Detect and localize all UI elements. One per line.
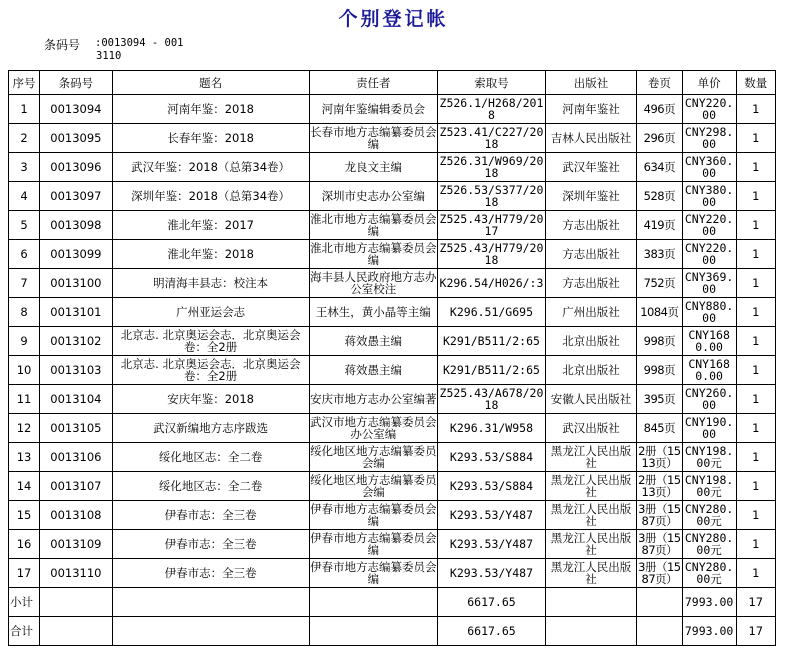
cell-callno: K296.51/G695 bbox=[438, 298, 546, 327]
col-header-qty: 数量 bbox=[736, 71, 775, 95]
cell-author: 淮北市地方志编纂委员会编 bbox=[310, 212, 437, 238]
cell-no: 2 bbox=[9, 124, 40, 153]
cell-callno: Z526.31/W969/2018 bbox=[439, 154, 544, 180]
cell-title: 淮北年鉴：2017 bbox=[112, 211, 309, 240]
cell-publisher: 安徽人民出版社 bbox=[545, 385, 636, 414]
cell-callno: Z525.43/H779/2018 bbox=[439, 241, 544, 267]
total-row bbox=[9, 617, 776, 646]
header-row bbox=[9, 71, 776, 95]
cell-callno: K293.53/Y487 bbox=[438, 559, 546, 588]
cell-no: 6 bbox=[9, 240, 40, 269]
col-header-barcode: 条码号 bbox=[40, 71, 113, 95]
cell-no: 11 bbox=[9, 385, 40, 414]
table-row bbox=[9, 182, 776, 211]
cell-barcode: 0013109 bbox=[40, 530, 113, 559]
cell-no: 7 bbox=[9, 269, 40, 298]
cell-price: CNY298.00 bbox=[682, 124, 736, 153]
cell-price: CNY220.00 bbox=[682, 211, 736, 240]
cell-no: 9 bbox=[9, 327, 40, 356]
cell-pages: 998页 bbox=[637, 327, 683, 356]
cell-pages: 3册（1587页） bbox=[638, 531, 681, 557]
cell-qty: 1 bbox=[736, 530, 775, 559]
total-qty: 17 bbox=[736, 617, 775, 646]
cell-pages: 2册（1513页） bbox=[638, 444, 681, 470]
cell-callno: K293.53/S884 bbox=[438, 443, 546, 472]
cell-barcode: 0013108 bbox=[40, 501, 113, 530]
cell-qty: 1 bbox=[736, 211, 775, 240]
table-row bbox=[9, 298, 776, 327]
cell-callno: K293.53/S884 bbox=[438, 472, 546, 501]
total-label: 合计 bbox=[9, 617, 40, 646]
cell-publisher: 方志出版社 bbox=[545, 240, 636, 269]
total-callno-sum: 6617.65 bbox=[438, 617, 546, 646]
cell-price: CNY220.00 bbox=[682, 95, 736, 124]
cell-qty: 1 bbox=[736, 327, 775, 356]
cell-callno: Z523.41/C227/2018 bbox=[439, 125, 544, 151]
cell-callno: K291/B511/2:65 bbox=[438, 356, 546, 385]
subtotal-qty: 17 bbox=[736, 588, 775, 617]
cell-pages: 3册（1587页） bbox=[638, 560, 681, 586]
cell-author: 蒋效愚主编 bbox=[309, 327, 438, 356]
cell-author: 伊春市地方志编纂委员会编 bbox=[310, 531, 437, 557]
cell-barcode: 0013096 bbox=[40, 153, 113, 182]
cell-title: 深圳年鉴：2018（总第34卷） bbox=[112, 182, 309, 211]
cell-pages: 998页 bbox=[637, 356, 683, 385]
table-row bbox=[9, 443, 776, 472]
cell-callno: Z526.1/H268/2018 bbox=[439, 96, 544, 122]
cell-author: 蒋效愚主编 bbox=[309, 356, 438, 385]
cell-pages: 496页 bbox=[637, 95, 683, 124]
cell-title: 明清海丰县志：校注本 bbox=[112, 269, 309, 298]
cell-qty: 1 bbox=[736, 501, 775, 530]
col-header-title: 题名 bbox=[112, 71, 309, 95]
cell-author: 河南年鉴编辑委员会 bbox=[309, 95, 438, 124]
barcode-range-line2: 3110 bbox=[96, 50, 122, 62]
cell-pages: 752页 bbox=[637, 269, 683, 298]
cell-no: 5 bbox=[9, 211, 40, 240]
cell-callno: K291/B511/2:65 bbox=[438, 327, 546, 356]
cell-title: 河南年鉴：2018 bbox=[112, 95, 309, 124]
barcode-range bbox=[95, 37, 184, 63]
cell-qty: 1 bbox=[736, 559, 775, 588]
cell-price: CNY280.00元 bbox=[682, 530, 736, 559]
table-row bbox=[9, 95, 776, 124]
cell-no: 15 bbox=[9, 501, 40, 530]
cell-barcode: 0013110 bbox=[40, 559, 113, 588]
cell-publisher: 武汉年鉴社 bbox=[545, 153, 636, 182]
cell-qty: 1 bbox=[736, 153, 775, 182]
cell-publisher: 黑龙江人民出版社 bbox=[545, 472, 636, 501]
cell-title: 绥化地区志：全二卷 bbox=[112, 443, 309, 472]
cell-qty: 1 bbox=[736, 414, 775, 443]
cell-no: 8 bbox=[9, 298, 40, 327]
cell-callno: Z526.53/S377/2018 bbox=[439, 183, 544, 209]
cell-author: 龙良文主编 bbox=[309, 153, 438, 182]
cell-price: CNY220.00 bbox=[682, 240, 736, 269]
table-row bbox=[9, 472, 776, 501]
cell-pages: 383页 bbox=[637, 240, 683, 269]
cell-callno: K293.53/Y487 bbox=[438, 530, 546, 559]
cell-barcode: 0013100 bbox=[40, 269, 113, 298]
cell-title: 安庆年鉴：2018 bbox=[112, 385, 309, 414]
cell-title: 长春年鉴：2018 bbox=[112, 124, 309, 153]
cell-publisher: 方志出版社 bbox=[545, 269, 636, 298]
table-row bbox=[9, 240, 776, 269]
cell-no: 17 bbox=[9, 559, 40, 588]
cell-author: 淮北市地方志编纂委员会编 bbox=[310, 241, 437, 267]
cell-qty: 1 bbox=[736, 298, 775, 327]
cell-title: 伊春市志：全三卷 bbox=[112, 530, 309, 559]
cell-qty: 1 bbox=[736, 385, 775, 414]
cell-no: 16 bbox=[9, 530, 40, 559]
cell-no: 4 bbox=[9, 182, 40, 211]
table-row bbox=[9, 124, 776, 153]
subtotal-row bbox=[9, 588, 776, 617]
cell-callno: K293.53/Y487 bbox=[438, 501, 546, 530]
cell-price: CNY280.00元 bbox=[682, 501, 736, 530]
cell-price: CNY1680.00 bbox=[682, 327, 736, 356]
cell-callno: Z525.43/A678/2018 bbox=[439, 386, 544, 412]
cell-qty: 1 bbox=[736, 124, 775, 153]
cell-price: CNY190.00 bbox=[682, 414, 736, 443]
table-row bbox=[9, 153, 776, 182]
cell-price: CNY280.00元 bbox=[682, 559, 736, 588]
col-header-publisher: 出版社 bbox=[545, 71, 636, 95]
cell-no: 13 bbox=[9, 443, 40, 472]
cell-title: 绥化地区志：全二卷 bbox=[112, 472, 309, 501]
cell-pages: 528页 bbox=[637, 182, 683, 211]
cell-title: 北京志. 北京奥运会志．北京奥运会卷：全2册 bbox=[112, 356, 309, 385]
cell-price: CNY198.00元 bbox=[682, 443, 736, 472]
cell-barcode: 0013101 bbox=[40, 298, 113, 327]
barcode-label: 条码号 bbox=[44, 38, 81, 52]
cell-qty: 1 bbox=[736, 182, 775, 211]
cell-barcode: 0013094 bbox=[40, 95, 113, 124]
cell-title: 武汉新编地方志序跋选 bbox=[112, 414, 309, 443]
cell-author: 武汉市地方志编纂委员会办公室编 bbox=[310, 415, 437, 441]
cell-publisher: 武汉出版社 bbox=[545, 414, 636, 443]
cell-pages: 395页 bbox=[637, 385, 683, 414]
cell-price: CNY380.00 bbox=[682, 182, 736, 211]
col-header-callno: 索取号 bbox=[438, 71, 546, 95]
cell-barcode: 0013102 bbox=[40, 327, 113, 356]
ledger-table bbox=[8, 70, 776, 646]
cell-qty: 1 bbox=[736, 269, 775, 298]
subtotal-callno-sum: 6617.65 bbox=[438, 588, 546, 617]
cell-qty: 1 bbox=[736, 472, 775, 501]
table-row bbox=[9, 501, 776, 530]
col-header-no: 序号 bbox=[9, 71, 40, 95]
cell-publisher: 黑龙江人民出版社 bbox=[545, 443, 636, 472]
cell-barcode: 0013099 bbox=[40, 240, 113, 269]
cell-barcode: 0013105 bbox=[40, 414, 113, 443]
table-row bbox=[9, 530, 776, 559]
cell-author: 伊春市地方志编纂委员会编 bbox=[310, 560, 437, 586]
cell-author: 绥化地区地方志编纂委员会编 bbox=[310, 473, 437, 499]
table-row bbox=[9, 385, 776, 414]
cell-pages: 634页 bbox=[637, 153, 683, 182]
cell-qty: 1 bbox=[736, 240, 775, 269]
cell-qty: 1 bbox=[736, 443, 775, 472]
cell-pages: 419页 bbox=[637, 211, 683, 240]
cell-publisher: 北京出版社 bbox=[545, 356, 636, 385]
cell-barcode: 0013107 bbox=[40, 472, 113, 501]
cell-pages: 2册（1513页） bbox=[638, 473, 681, 499]
cell-no: 12 bbox=[9, 414, 40, 443]
col-header-price: 单价 bbox=[682, 71, 736, 95]
table-row bbox=[9, 269, 776, 298]
cell-title: 伊春市志：全三卷 bbox=[112, 559, 309, 588]
cell-publisher: 方志出版社 bbox=[545, 211, 636, 240]
table-row bbox=[9, 356, 776, 385]
cell-barcode: 0013103 bbox=[40, 356, 113, 385]
col-header-author: 责任者 bbox=[309, 71, 438, 95]
cell-callno: K296.31/W958 bbox=[438, 414, 546, 443]
cell-author: 海丰县人民政府地方志办公室校注 bbox=[310, 270, 437, 296]
cell-author: 王林生，黄小晶等主编 bbox=[309, 298, 438, 327]
cell-author: 绥化地区地方志编纂委员会编 bbox=[310, 444, 437, 470]
cell-price: CNY260.00 bbox=[682, 385, 736, 414]
cell-publisher: 广州出版社 bbox=[545, 298, 636, 327]
cell-title: 北京志. 北京奥运会志．北京奥运会卷：全2册 bbox=[112, 327, 309, 356]
cell-callno: K296.54/H026/:3 bbox=[438, 269, 546, 298]
cell-title: 伊春市志：全三卷 bbox=[112, 501, 309, 530]
cell-price: CNY1680.00 bbox=[682, 356, 736, 385]
cell-barcode: 0013104 bbox=[40, 385, 113, 414]
cell-author: 深圳市史志办公室编 bbox=[309, 182, 438, 211]
cell-callno: Z525.43/H779/2017 bbox=[439, 212, 544, 238]
cell-price: CNY880.00 bbox=[682, 298, 736, 327]
cell-barcode: 0013095 bbox=[40, 124, 113, 153]
cell-barcode: 0013098 bbox=[40, 211, 113, 240]
cell-price: CNY360.00 bbox=[682, 153, 736, 182]
page-title: 个别登记帐 bbox=[338, 8, 449, 30]
cell-qty: 1 bbox=[736, 356, 775, 385]
cell-author: 伊春市地方志编纂委员会编 bbox=[310, 502, 437, 528]
barcode-range-line1: :0013094 - 001 bbox=[95, 37, 184, 49]
cell-publisher: 黑龙江人民出版社 bbox=[545, 559, 636, 588]
table-row bbox=[9, 414, 776, 443]
cell-price: CNY369.00 bbox=[682, 269, 736, 298]
cell-barcode: 0013106 bbox=[40, 443, 113, 472]
cell-no: 1 bbox=[9, 95, 40, 124]
cell-publisher: 吉林人民出版社 bbox=[545, 124, 636, 153]
cell-publisher: 河南年鉴社 bbox=[545, 95, 636, 124]
table-row bbox=[9, 211, 776, 240]
cell-author: 长春市地方志编纂委员会编 bbox=[310, 125, 437, 151]
cell-no: 3 bbox=[9, 153, 40, 182]
cell-no: 10 bbox=[9, 356, 40, 385]
cell-pages: 845页 bbox=[637, 414, 683, 443]
cell-barcode: 0013097 bbox=[40, 182, 113, 211]
cell-qty: 1 bbox=[736, 95, 775, 124]
cell-pages: 1084页 bbox=[637, 298, 683, 327]
subtotal-price: 7993.00 bbox=[682, 588, 736, 617]
cell-pages: 3册（1587页） bbox=[638, 502, 681, 528]
cell-price: CNY198.00元 bbox=[682, 472, 736, 501]
cell-publisher: 深圳年鉴社 bbox=[545, 182, 636, 211]
cell-title: 淮北年鉴：2018 bbox=[112, 240, 309, 269]
cell-publisher: 北京出版社 bbox=[545, 327, 636, 356]
cell-publisher: 黑龙江人民出版社 bbox=[545, 501, 636, 530]
total-price: 7993.00 bbox=[682, 617, 736, 646]
cell-title: 武汉年鉴：2018（总第34卷） bbox=[112, 153, 309, 182]
cell-title: 广州亚运会志 bbox=[112, 298, 309, 327]
subtotal-label: 小计 bbox=[9, 588, 40, 617]
col-header-pages: 卷页 bbox=[637, 71, 683, 95]
cell-no: 14 bbox=[9, 472, 40, 501]
cell-pages: 296页 bbox=[637, 124, 683, 153]
table-row bbox=[9, 327, 776, 356]
cell-publisher: 黑龙江人民出版社 bbox=[545, 530, 636, 559]
cell-author: 安庆市地方志办公室编著 bbox=[309, 385, 438, 414]
table-row bbox=[9, 559, 776, 588]
